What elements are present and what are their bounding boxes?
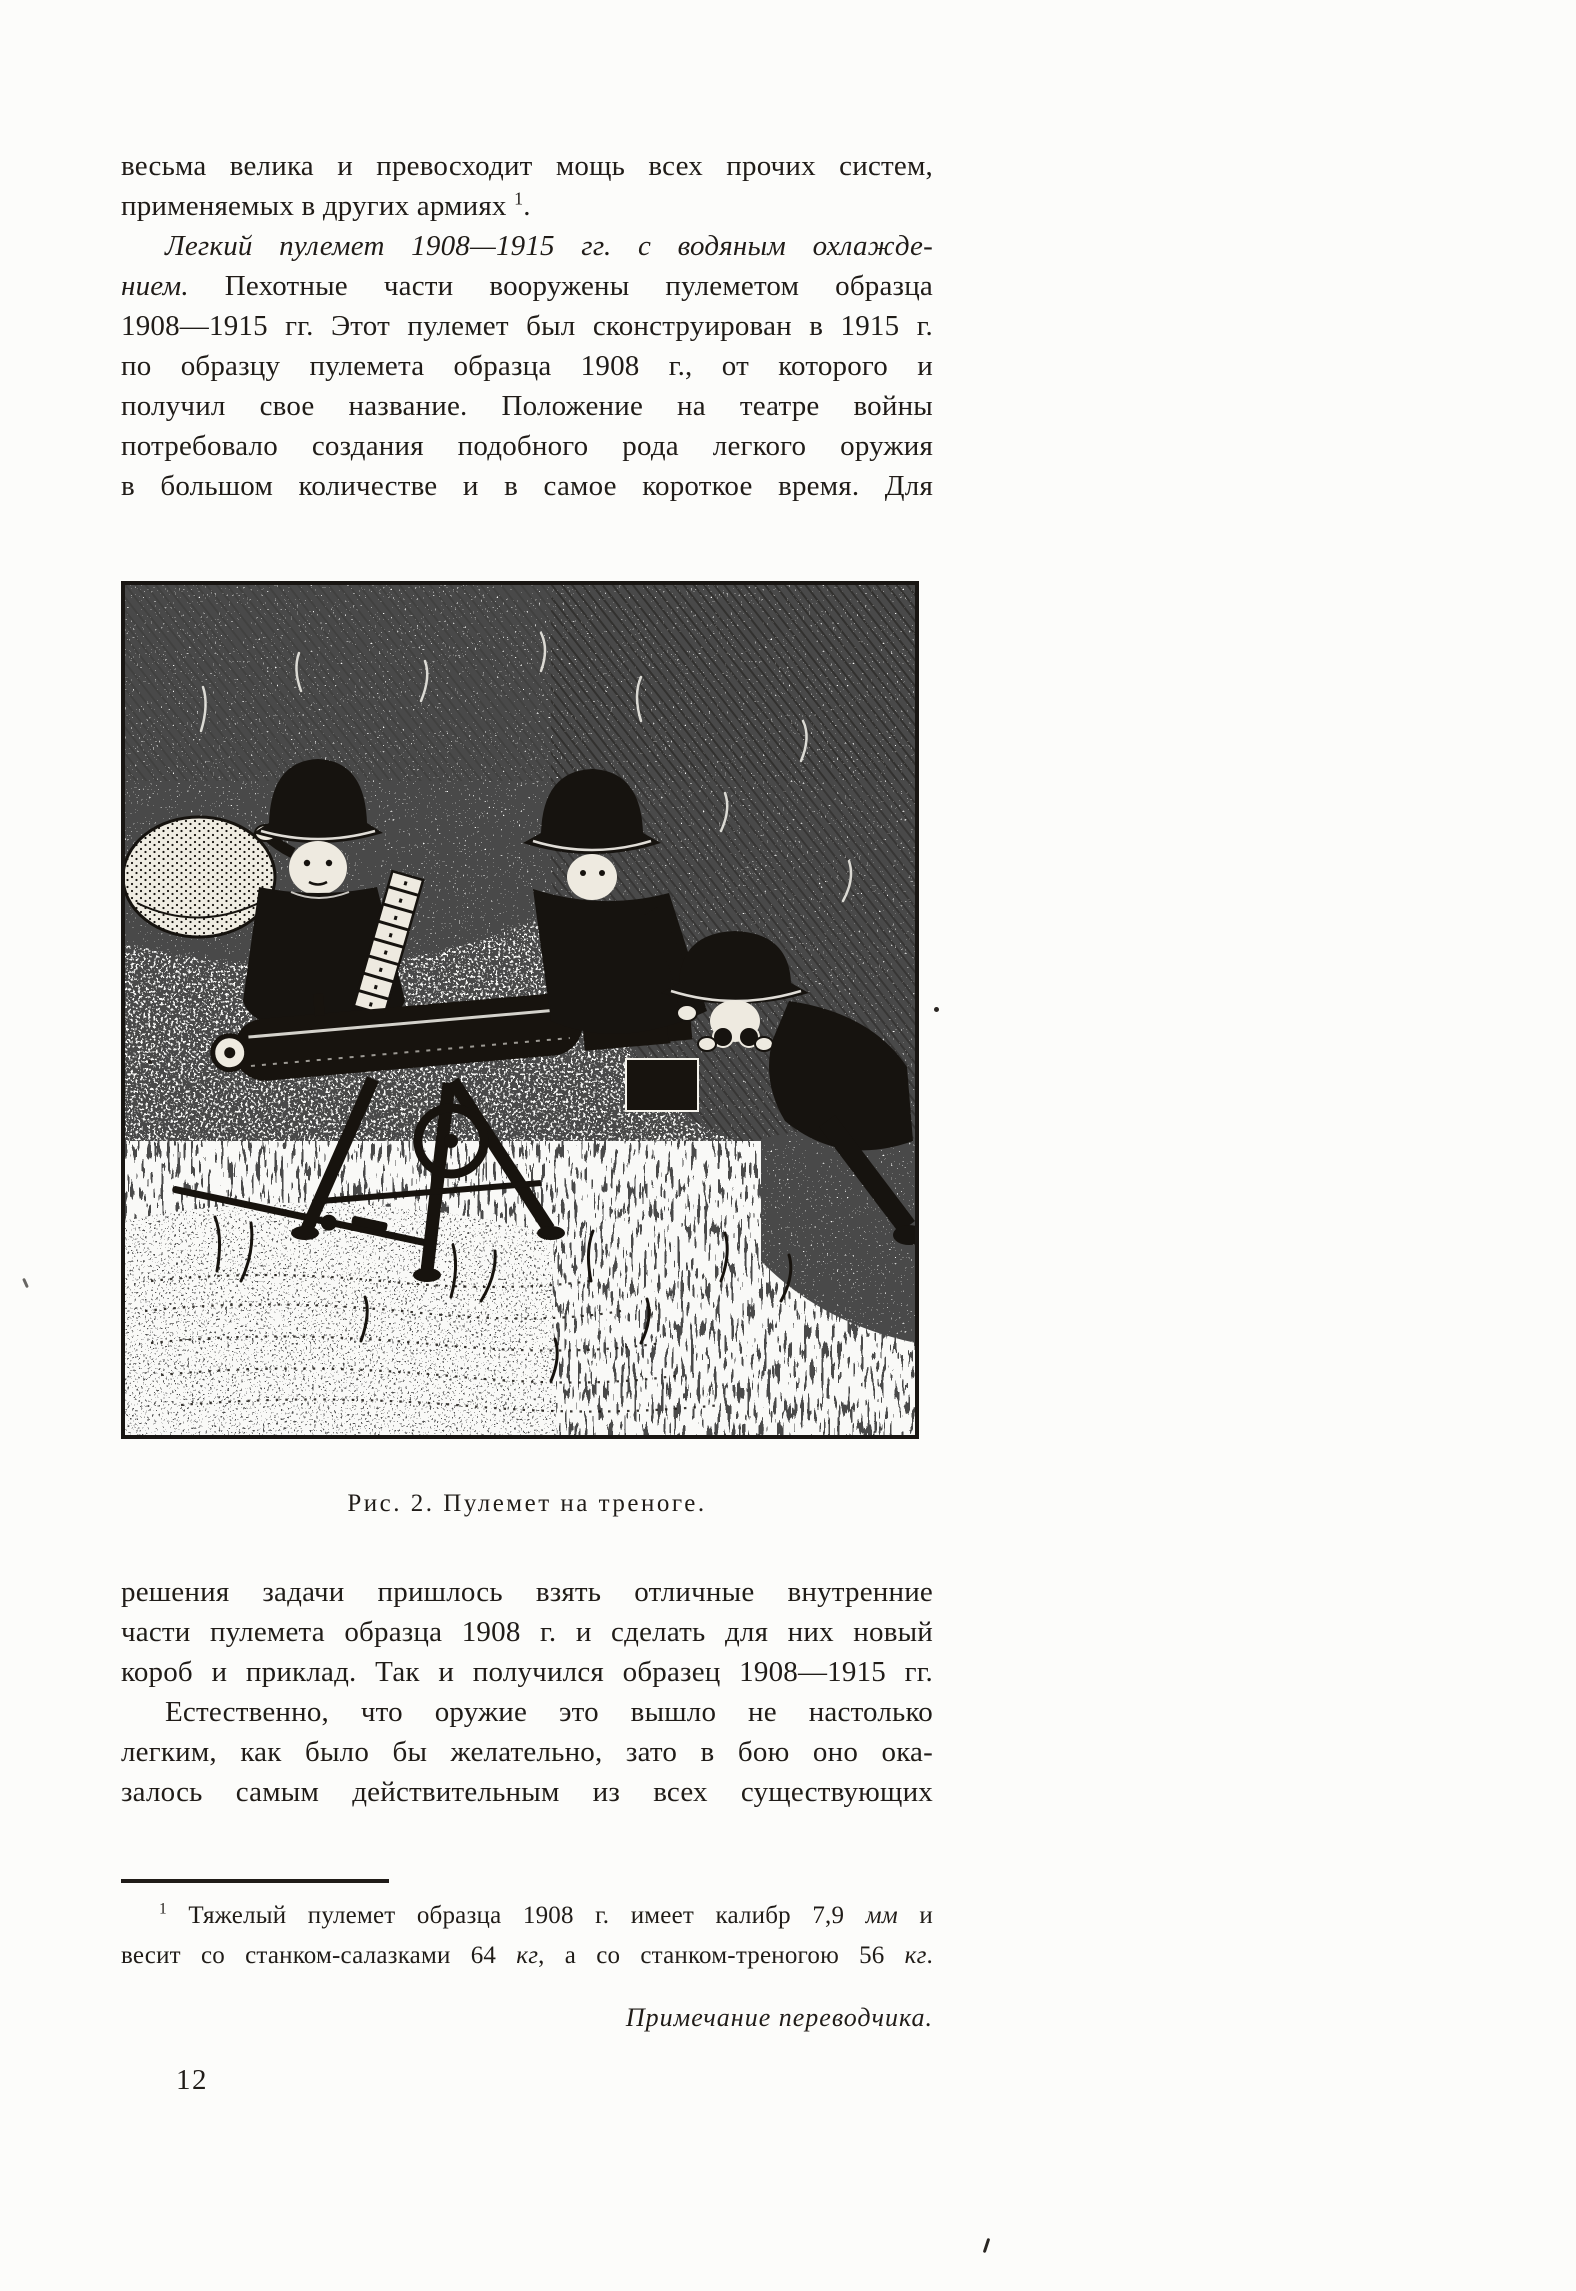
ammo-box bbox=[626, 1059, 698, 1111]
scan-speck bbox=[148, 1060, 152, 1064]
text-line: весьма велика и превосходит мощь всех прочих систем, bbox=[121, 150, 933, 182]
text-line: короб и приклад. Так и получился образец 1908—1915 гг. bbox=[121, 1656, 933, 1688]
paragraph-after-figure bbox=[121, 1572, 933, 1812]
text-line: нием. Пехотные части вооружены пулеметом образца bbox=[121, 270, 933, 302]
footnote-rule bbox=[121, 1879, 389, 1883]
text-line: залось самым действительным из всех существующих bbox=[121, 1776, 933, 1808]
figure-plate bbox=[121, 581, 919, 1439]
paragraph-intro bbox=[121, 146, 933, 226]
text-line: решения задачи пришлось взять отличные внутренние bbox=[121, 1576, 933, 1608]
text-line: в большом количестве и в самое короткое время. Для bbox=[121, 470, 933, 502]
translator-note: Примечание переводчика. bbox=[625, 2003, 933, 2032]
scan-speck bbox=[22, 1278, 29, 1288]
text-line: весит со станком-салазками 64 кг, а со станком-треногою 56 кг. bbox=[121, 1942, 933, 1969]
text-line: Легкий пулемет 1908—1915 гг. с водяным охлажде- bbox=[165, 230, 933, 262]
scan-speck bbox=[934, 1007, 939, 1012]
figure-caption: Рис. 2. Пулемет на треноге. bbox=[347, 1490, 707, 1517]
scan-speck bbox=[983, 2238, 990, 2253]
paragraph-light-machinegun bbox=[121, 226, 933, 506]
text-line: части пулемета образца 1908 г. и сделать для них новый bbox=[121, 1616, 933, 1648]
text-line: применяемых в других армиях $^1$. bbox=[121, 188, 531, 222]
text-line: Естественно, что оружие это вышло не настолько bbox=[165, 1696, 933, 1728]
text-line: $^1$ Тяжелый пулемет образца 1908 г. имеет калибр 7,9 мм и bbox=[159, 1900, 933, 1929]
text-line: 1908—1915 гг. Этот пулемет был сконструирован в 1915 г. bbox=[121, 310, 933, 342]
text-line: по образцу пулемета образца 1908 г., от которого и bbox=[121, 350, 933, 382]
text-line: потребовало создания подобного рода легкого оружия bbox=[121, 430, 933, 462]
page-number: 12 bbox=[176, 2064, 208, 2096]
figure-engraving-machinegun-on-tripod bbox=[121, 581, 919, 1439]
footnote bbox=[121, 1896, 933, 1976]
text-line: получил свое название. Положение на театре войны bbox=[121, 390, 933, 422]
field-pack bbox=[123, 817, 275, 937]
text-line: легким, как было бы желательно, зато в бою оно ока- bbox=[121, 1736, 933, 1768]
